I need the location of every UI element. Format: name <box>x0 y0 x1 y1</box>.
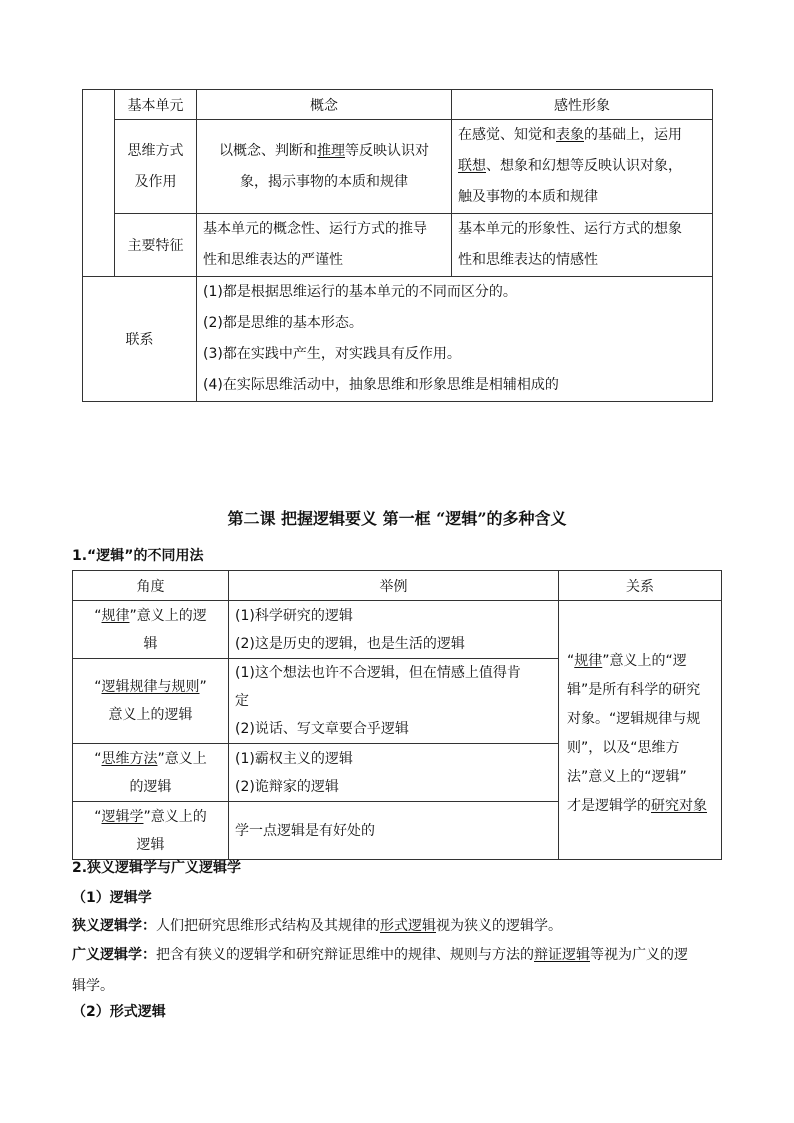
header-example: 举例 <box>229 571 559 601</box>
angle-law: “规律”意义上的逻 辑 <box>73 601 229 659</box>
thinking-mode-image: 在感觉、知觉和表象的基础上，运用 联想、想象和幻想等反映认识对象， 触及事物的本质和规律 <box>452 120 713 214</box>
subsection1-title: （1）逻辑学 <box>72 890 152 906</box>
row-features-label: 主要特征 <box>115 214 197 277</box>
thinking-mode-concept: 以概念、判断和推理等反映认识对 象，揭示事物的本质和规律 <box>197 120 452 214</box>
examples-method: (1)霸权主义的逻辑 (2)诡辩家的逻辑 <box>229 744 559 802</box>
section2-title: 2.狭义逻辑学与广义逻辑学 <box>72 860 242 876</box>
examples-law: (1)科学研究的逻辑 (2)这是历史的逻辑，也是生活的逻辑 <box>229 601 559 659</box>
header-relation: 关系 <box>559 571 722 601</box>
features-image: 基本单元的形象性、运行方式的想象 性和思维表达的情感性 <box>452 214 713 277</box>
relation-summary: “规律”意义上的“逻 辑”是所有科学的研究 对象。“逻辑规律与规 则”，以及“思维方 法”意义上的“逻辑” 才是逻辑学的研究对象 <box>559 601 722 860</box>
broad-logic-paragraph: 广义逻辑学：把含有狭义的逻辑学和研究辩证思维中的规律、规则与方法的辩证逻辑等视为广义的逻 辑学。 <box>72 947 688 994</box>
merged-left-cell <box>83 90 115 277</box>
relation-items: (1)都是根据思维运行的基本单元的不同而区分的。 (2)都是思维的基本形态。 (3)都在实践中产生，对实践具有反作用。 (4)在实际思维活动中，抽象思维和形象思维是相辅相成的 <box>197 277 713 402</box>
subsection2-title: （2）形式逻辑 <box>72 1004 166 1020</box>
angle-method: “思维方法”意义上 的逻辑 <box>73 744 229 802</box>
row-thinking-mode-label: 思维方式 及作用 <box>115 120 197 214</box>
features-concept: 基本单元的概念性、运行方式的推导 性和思维表达的严谨性 <box>197 214 452 277</box>
lesson-title: 第二课 把握逻辑要义 第一框 “逻辑”的多种含义 <box>227 509 567 528</box>
examples-rules: (1)这个想法也许不合逻辑，但在情感上值得肯 定 (2)说话、写文章要合乎逻辑 <box>229 659 559 744</box>
relation-label: 联系 <box>83 277 197 402</box>
thinking-comparison-table <box>82 89 713 402</box>
header-concept: 概念 <box>197 90 452 120</box>
header-angle: 角度 <box>73 571 229 601</box>
narrow-logic-paragraph: 狭义逻辑学：人们把研究思维形式结构及其规律的形式逻辑视为狭义的逻辑学。 <box>72 918 562 934</box>
header-basic-unit: 基本单元 <box>115 90 197 120</box>
angle-rules: “逻辑规律与规则” 意义上的逻辑 <box>73 659 229 744</box>
section1-title: 1.“逻辑”的不同用法 <box>72 548 204 564</box>
header-perceptual-image: 感性形象 <box>452 90 713 120</box>
examples-logic-science: 学一点逻辑是有好处的 <box>229 802 559 860</box>
angle-logic-science: “逻辑学”意义上的 逻辑 <box>73 802 229 860</box>
logic-usage-table <box>72 570 722 860</box>
